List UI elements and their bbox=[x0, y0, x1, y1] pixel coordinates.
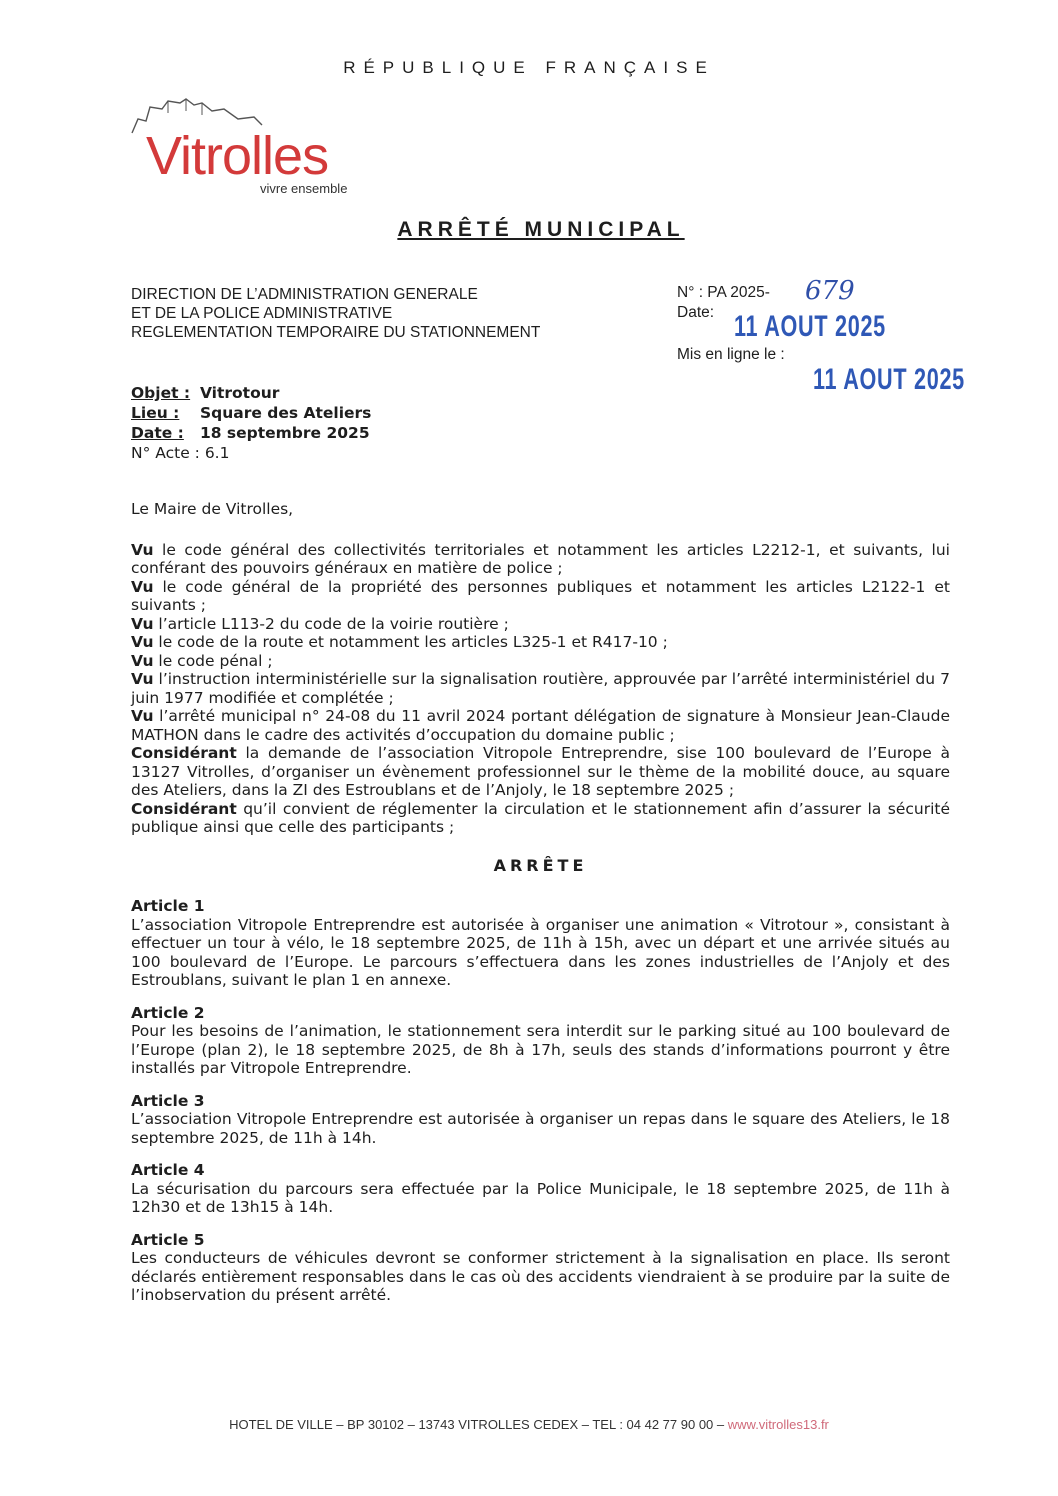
page-footer bbox=[0, 1417, 1058, 1432]
date-field-value: 18 septembre 2025 bbox=[199, 424, 370, 442]
article-title: Article 3 bbox=[131, 1091, 205, 1110]
direction-line: REGLEMENTATION TEMPORAIRE DU STATIONNEMENT bbox=[131, 324, 541, 341]
considerant-item: Vu le code pénal ; bbox=[131, 651, 273, 670]
document-body bbox=[131, 500, 950, 1305]
article-title: Article 5 bbox=[131, 1230, 205, 1249]
date-field-label: Date : bbox=[131, 424, 184, 442]
document-title: ARRÊTÉ MUNICIPAL bbox=[397, 218, 685, 241]
considerant-item: Vu le code général de la propriété des personnes publiques et notamment les articles L2122-1 et suivants ; bbox=[131, 577, 950, 614]
direction-line: DIRECTION DE L’ADMINISTRATION GENERALE bbox=[131, 286, 478, 303]
online-label: Mis en ligne le : bbox=[677, 346, 785, 363]
date-stamp: 11 AOUT 2025 bbox=[734, 310, 886, 343]
article-text: L’association Vitropole Entreprendre est autorisée à organiser un repas dans le square des Ateliers, le 18 septembre 2025, de 11h à 14h. bbox=[131, 1110, 950, 1147]
considerant-item: Vu l’arrêté municipal n° 24-08 du 11 avril 2024 portant délégation de signature à Monsieur Jean-Claude MATHON dans le cadre des activités d’occupation du domaine public ; bbox=[131, 707, 950, 744]
considerant-item: Considérant qu’il convient de réglementer la circulation et le stationnement afin d’assurer la sécurité publique ainsi que celle des participants ; bbox=[131, 799, 950, 836]
republique-heading: RÉPUBLIQUE FRANÇAISE bbox=[343, 58, 715, 77]
considerant-item: Vu le code de la route et notamment les articles L325-1 et R417-10 ; bbox=[131, 633, 668, 651]
online-date-stamp: 11 AOUT 2025 bbox=[813, 363, 965, 396]
arrete-heading: ARRÊTE bbox=[493, 855, 588, 875]
considerant-item: Vu l’article L113-2 du code de la voirie routière ; bbox=[131, 614, 509, 633]
article-text: Les conducteurs de véhicules devront se conformer strictement à la signalisation en place. Ils seront déclarés entièrement responsables dans le cas où des accidents viendraient à se produire par la suite de l’inobservation du présent arrêté. bbox=[131, 1249, 950, 1304]
date-label: Date: bbox=[677, 304, 715, 321]
intro-line: Le Maire de Vitrolles, bbox=[131, 500, 294, 518]
objet-block bbox=[131, 383, 371, 463]
article-title: Article 4 bbox=[131, 1161, 205, 1179]
lieu-value: Square des Ateliers bbox=[199, 404, 372, 422]
objet-value: Vitrotour bbox=[199, 384, 280, 402]
article-title: Article 1 bbox=[131, 897, 205, 915]
objet-label: Objet : bbox=[131, 384, 191, 402]
considerant-item: Vu le code général des collectivités territoriales et notamment les articles L2212-1, et suivants, lui conférant des pouvoirs généraux en matière de police ; bbox=[131, 540, 950, 577]
considerant-item: Vu l’instruction interministérielle sur la signalisation routière, approuvée par l’arrêté interministériel du 7 juin 1977 modifiée et complétée ; bbox=[131, 670, 950, 707]
considerant-item: Considérant la demande de l’association Vitropole Entreprendre, sise 100 boulevard de l’Europe à 13127 Vitrolles, d’organiser un évènement professionnel sur le thème de la mobilité douce, au square des Ateliers, dans la ZI des Estroublans et de l’Anjoly, le 18 septembre 2025 ; bbox=[131, 744, 950, 799]
article-text: L’association Vitropole Entreprendre est autorisée à organiser une animation « Vitrotour », consistant à effectuer un tour à vélo, le 18 septembre 2025, de 11h à 15h, avec un départ et une arrivée situés au 100 boulevard de l’Europe. Le parcours s’effectuera dans les zones industrielles de l’Anjoly et des Estroublans, suivant le plan 1 en annexe. bbox=[131, 915, 950, 989]
footer-website-link[interactable]: www.vitrolles13.fr bbox=[727, 1417, 829, 1432]
article-title: Article 2 bbox=[131, 1003, 205, 1022]
direction-line: ET DE LA POLICE ADMINISTRATIVE bbox=[131, 305, 393, 322]
lieu-label: Lieu : bbox=[131, 404, 180, 422]
acte-number: N° Acte : 6.1 bbox=[131, 444, 230, 462]
logo-tagline: vivre ensemble bbox=[260, 181, 348, 196]
vitrolles-logo bbox=[128, 95, 398, 205]
article-text: Pour les besoins de l’animation, le stationnement sera interdit sur le parking situé au 100 boulevard de l’Europe (plan 2), le 18 septembre 2025, de 8h à 17h, seuls des stands d’informations pourront y être installés par Vitropole Entreprendre. bbox=[131, 1022, 950, 1077]
handwritten-number: 679 bbox=[805, 276, 855, 306]
footer-address: HOTEL DE VILLE – BP 30102 – 13743 VITROLLES CEDEX – TEL : 04 42 77 90 00 – bbox=[229, 1417, 728, 1432]
direction-block bbox=[131, 285, 540, 342]
logo-wordmark: Vitrolles bbox=[146, 126, 329, 186]
numero-label: N° : PA 2025- bbox=[677, 284, 770, 301]
article-text: La sécurisation du parcours sera effectuée par la Police Municipale, le 18 septembre 2025, de 11h à 12h30 et de 13h15 à 14h. bbox=[131, 1179, 950, 1216]
